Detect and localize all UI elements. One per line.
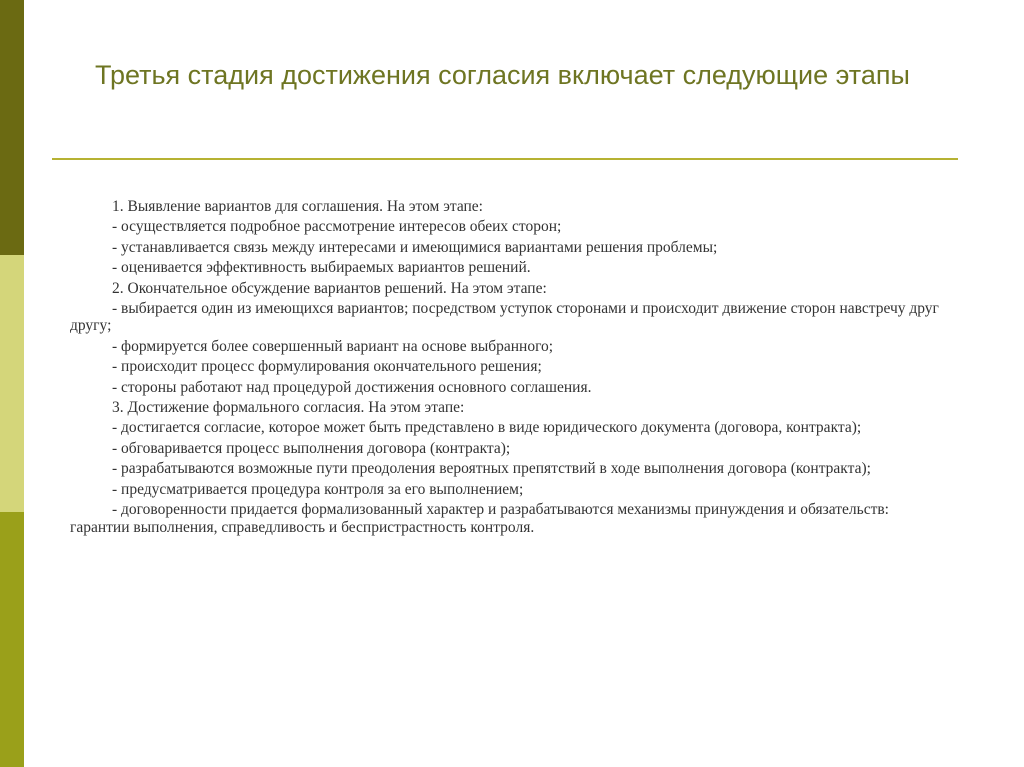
paragraph-item: - формируется более совершенный вариант на основе выбранного; xyxy=(112,337,554,355)
slide-title: Третья стадия достижения согласия включает следующие этапы xyxy=(95,60,910,90)
slide-body xyxy=(70,198,940,539)
paragraph-item: - стороны работают над процедурой достижения основного соглашения. xyxy=(112,378,592,396)
side-bar-middle xyxy=(0,255,24,512)
paragraph-stage-1: 1. Выявление вариантов для соглашения. На этом этапе: xyxy=(112,198,483,215)
paragraph-item: - разрабатываются возможные пути преодоления вероятных препятствий в ходе выполнения договора (контракта); xyxy=(112,460,871,478)
paragraph-item: - происходит процесс формулирования окончательного решения; xyxy=(112,358,542,376)
side-bar-top xyxy=(0,0,24,255)
paragraph-item: - обговаривается процесс выполнения договора (контракта); xyxy=(112,439,511,457)
paragraph-stage-3: 3. Достижение формального согласия. На этом этапе: xyxy=(112,399,465,417)
paragraph-item: - договоренности придается формализованный характер и разрабатываются механизмы принуждения и обязательств: гарантии выполнения, справедливость и беспристрастность контроля. xyxy=(70,501,889,536)
paragraph-item: - достигается согласие, которое может быть представлено в виде юридического документа (договора, контракта); xyxy=(112,419,862,437)
paragraph-item: - оценивается эффективность выбираемых вариантов решений. xyxy=(112,259,531,277)
paragraph-item: - устанавливается связь между интересами и имеющимися вариантами решения проблемы; xyxy=(112,238,718,256)
paragraph-item: - выбирается один из имеющихся вариантов; посредством уступок сторонами и происходит движение сторон навстречу друг другу; xyxy=(70,300,939,335)
side-bar-bottom xyxy=(0,512,24,767)
paragraph-stage-2: 2. Окончательное обсуждение вариантов решений. На этом этапе: xyxy=(112,279,547,297)
title-divider xyxy=(52,158,958,160)
paragraph-item: - осуществляется подробное рассмотрение интересов обеих сторон; xyxy=(112,218,562,236)
paragraph-item: - предусматривается процедура контроля за его выполнением; xyxy=(112,480,524,498)
